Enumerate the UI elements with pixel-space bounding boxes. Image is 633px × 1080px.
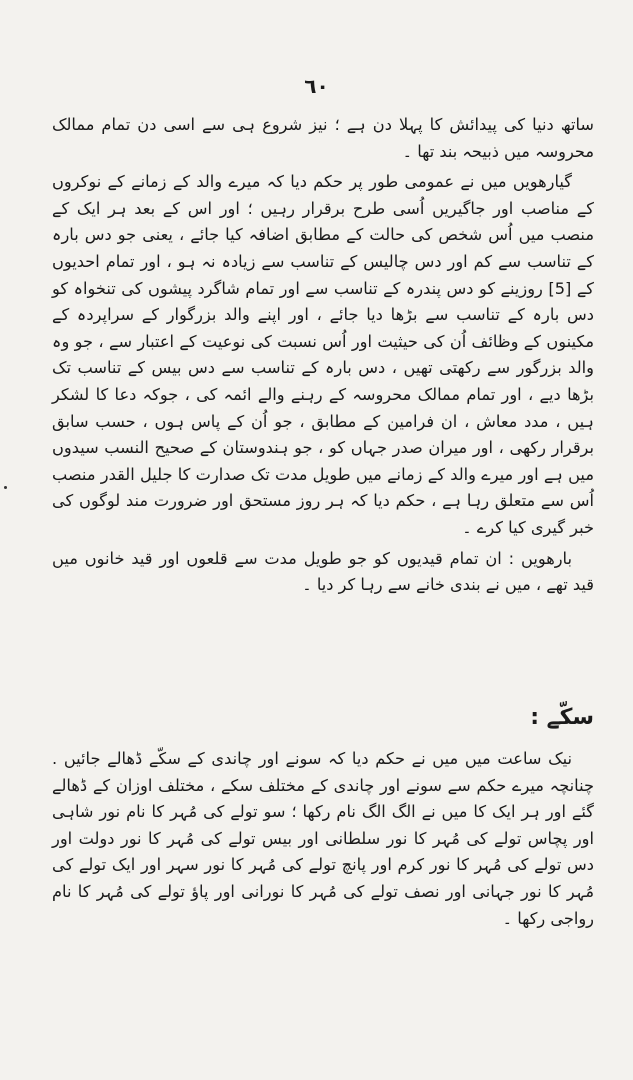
page-number: ٦٠ [304, 74, 329, 98]
section-paragraph: نیک ساعت میں میں نے حکم دیا کہ سونے اور چاندی کے سکّے ڈھالے جائیں . چنانچہ میرے حکم سے سونے اور چاندی کے مختلف سکے ، مختلف اوزان کے ڈھالے گئے اور ہر ایک کا میں نے الگ الگ نام رکھا ؛ سو تولے کی مُہر کا نام نور شاہی اور پچاس تولے کی مُہر کا نور سلطانی اور بیس تولے کی مُہر کا نور دولت اور دس تولے کی مُہر کا نور کرم اور پانچ تولے کی مُہر کا نور سہر اور ایک تولے کی مُہر کا نور جہانی اور نصف تولے کی مُہر کا نورانی اور پاؤ تولے کی مُہر کا نام رواجی رکھا ۔ [52, 749, 594, 928]
section-body [52, 746, 594, 936]
paragraph-2: گیارھویں میں نے عمومی طور پر حکم دیا کہ میرے والد کے زمانے کے نوکروں کے مناصب اور جاگیریں اُسی طرح برقرار رہیں ؛ اور اس کے بعد ہر ایک کے منصب میں اُس شخص کی حالت کے مطابق اضافہ کیا جائے ، یعنی جو دس بارہ کے تناسب سے کم اور دس چالیس کے تناسب سے زیادہ نہ ہو ، اور تمام احدیوں کے [5] روزینے کو دس پندرہ کے تناسب سے اور تمام شاگرد پیشوں کی تنخواہ کو دس بارہ کے تناسب سے بڑھا دیا جائے ، اور اپنے والد بزرگوار کے سراپردہ کے مکینوں کے وظائف اُن کی حیثیت اور اُس نسبت کی نوعیت کے اعتبار سے ، جو وہ والد بزرگور سے رکھتی تھیں ، دس بارہ کے تناسب سے دس بیس کے تناسب تک بڑھا دیے ، اور تمام ممالک محروسہ کے رہنے والے ائمہ کی ، جوکہ دعا کا لشکر ہیں ، مدد معاش ، ان فرامین کے مطابق ، جو اُن کے پاس ہوں ، حسب سابق برقرار رکھی ، اور میران صدر جہاں کو ، جو ہندوستان کے صحیح النسب سیدوں میں ہے اور میرے والد کے زمانے میں طویل مدت تک صدارت کا جلیل القدر منصب اُس سے متعلق رہا ہے ، حکم دیا کہ ہر روز مستحق اور ضرورت مند لوگوں کی خبر گیری کیا کرے ۔ [52, 172, 595, 537]
paragraph-3: بارھویں : ان تمام قیدیوں کو جو طویل مدت سے قلعوں اور قید خانوں میں قید تھے ، میں نے بندی خانے سے رہا کر دیا ۔ [52, 548, 594, 595]
paragraph-1: ساتھ دنیا کی پیدائش کا پہلا دن ہے ؛ نیز شروع ہی سے اسی دن تمام ممالک محروسہ میں ذبیحہ بند تھا ۔ [52, 115, 594, 161]
section-heading-wrap [52, 705, 594, 730]
body-text [52, 112, 594, 603]
section-heading: سکّے : [530, 705, 594, 730]
margin-speck [4, 486, 7, 489]
